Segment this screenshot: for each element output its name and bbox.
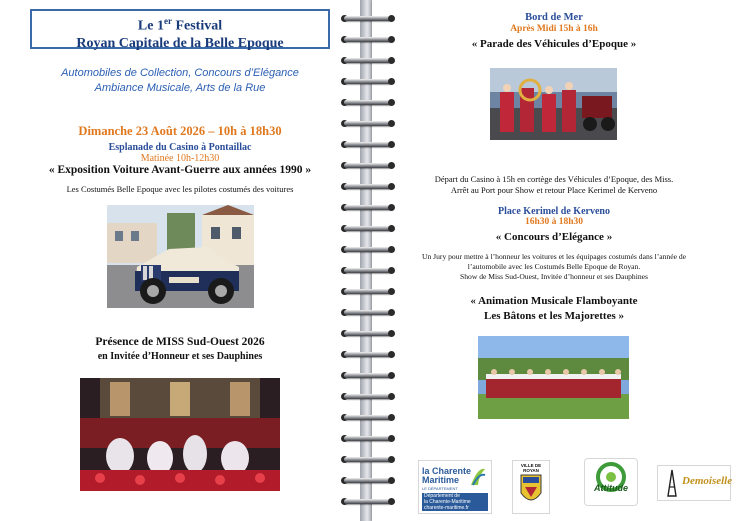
concours-time: 16h30 à 18h30 [524,217,584,227]
parade-title: « Parade des Véhicules d’Epoque » [471,38,637,50]
concours-desc-line3: Show de Miss Sud-Ouest, Invitée d’honneur et ses Dauphines [460,272,648,281]
miss-title: Présence de MISS Sud-Ouest 2026 [95,336,265,348]
binding-ring [337,329,399,338]
parade-image [490,68,617,140]
binding-ring [337,35,399,44]
charente-dept: LE DÉPARTEMENT [422,486,458,491]
parade-description [372,174,736,196]
binding-ring [337,371,399,380]
majorettes-photo [478,336,629,419]
binding-ring [337,161,399,170]
royan-name: VILLE DE ROYAN [520,463,542,473]
binding-ring [337,140,399,149]
demoiselle-logo [657,465,731,501]
event-venue: Esplanade du Casino à Pontaillac [108,142,252,153]
concours-desc-line2: l’automobile avec les Costumés Belle Epoque de Royan. [467,262,641,271]
binding-ring [337,203,399,212]
miss-guest: en Invitée d’Honneur et ses Dauphines [97,351,263,362]
binding-ring [337,224,399,233]
morning-time: Matinée 10h-12h30 [140,153,220,164]
eiffel-icon [661,469,683,497]
charente-caption: Département de la Charente-Maritime charente-maritime.fr [422,493,488,511]
festival-title-box [30,9,330,49]
right-page [372,0,736,521]
binding-ring [337,308,399,317]
bird-icon [469,465,487,487]
charente-name: la Charente Maritime [422,466,472,485]
binding-ring [337,119,399,128]
concours-description [380,252,728,282]
vintage-car-image [107,205,254,308]
binding-ring [337,350,399,359]
subtitle-line2: Ambiance Musicale, Arts de la Rue [94,82,266,94]
royan-logo [512,460,550,514]
parade-desc-line1: Départ du Casino à 15h en cortège des Véhicules d’Epoque, des Miss. [434,174,674,184]
concours-desc-line1: Un Jury pour mettre à l’honneur les voitures et les équipages costumés dans l’année de [421,252,687,261]
binding-ring [337,287,399,296]
binding-ring [337,497,399,506]
location-place-kerimel: Place Kerimel de Kerveno [498,206,610,217]
parade-photo [490,68,617,140]
binding-ring [337,413,399,422]
concours-title: « Concours d’Elégance » [495,231,613,243]
charente-maritime-logo [418,460,492,514]
binding-ring [337,455,399,464]
festival-title-line2: Royan Capitale de la Belle Epoque [76,35,284,51]
binding-ring [337,182,399,191]
vintage-car-photo [107,205,254,308]
festival-subtitle [20,66,340,96]
festival-title-line1: Le 1er Festival [137,16,223,34]
binding-ring [337,476,399,485]
parade-desc-line2: Arrêt au Port pour Show et retour Place Kerimel de Kerveno [450,185,658,195]
left-page [0,0,362,521]
subtitle-line1: Automobiles de Collection, Concours d’Elégance [61,67,299,79]
event-date: Dimanche 23 Août 2026 – 10h à 18h30 [78,124,282,138]
binding-ring [337,14,399,23]
demoiselle-name: Demoiselle [682,475,733,487]
afternoon-time: Après Midi 15h à 16h [510,24,598,34]
binding-ring [337,266,399,275]
location-bord-de-mer: Bord de Mer [525,12,583,23]
binding-ring [337,434,399,443]
music-line1: « Animation Musicale Flamboyante [470,295,638,307]
spiral-binding [337,0,399,521]
binding-ring [337,56,399,65]
music-line2: Les Bâtons et les Majorettes » [483,310,624,322]
binding-ring [337,245,399,254]
binding-ring [337,392,399,401]
binding-ring [337,77,399,86]
attitude-name: Attitude [594,483,628,493]
exhibition-title: « Exposition Voiture Avant-Guerre aux années 1990 » [48,164,312,176]
royan-crest-icon [518,471,544,509]
binding-ring [337,98,399,107]
miss-show-photo [80,378,280,491]
attitude-logo [584,458,638,506]
majorettes-image [478,336,629,419]
music-title [372,294,736,324]
miss-show-image [80,378,280,491]
costumes-text: Les Costumés Belle Epoque avec les pilotes costumés des voitures [66,184,294,194]
